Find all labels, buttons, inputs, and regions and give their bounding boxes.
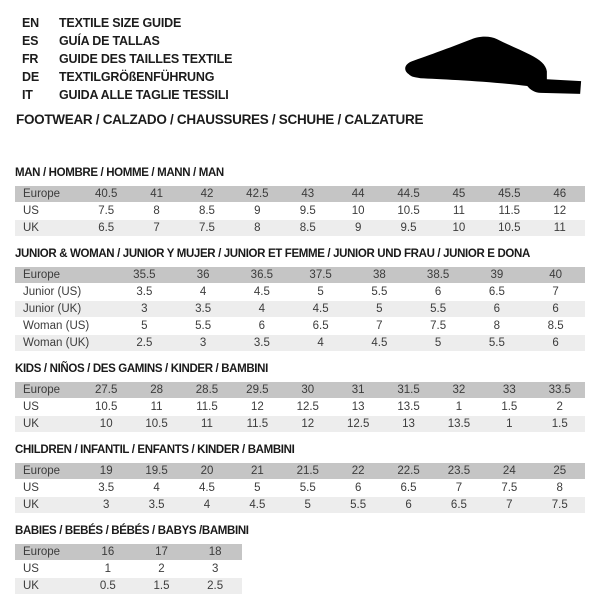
size-table-section [15,166,600,237]
size-cell: 5.5 [468,335,527,352]
dress-shoe-icon [401,34,587,97]
language-label: GUIDE DES TAILLES TEXTILE [59,52,233,66]
size-cell: 4 [291,335,350,352]
size-cell: 2 [535,399,585,416]
size-cell: 31.5 [383,382,433,399]
row-label: US [15,480,81,497]
size-cell: 45.5 [484,186,534,203]
size-cell: 28 [131,382,181,399]
table-row [15,301,585,318]
row-label: US [15,561,81,578]
table-title: JUNIOR & WOMAN / JUNIOR Y MUJER / JUNIOR ET FEMME / JUNIOR UND FRAU / JUNIOR E DONA [15,248,530,260]
size-cell: 3 [188,561,242,578]
table-row [15,335,585,352]
size-cell: 10 [81,416,131,433]
size-cell: 27.5 [81,382,131,399]
size-cell: 33.5 [535,382,585,399]
size-cell: 4 [131,480,181,497]
size-cell: 10.5 [81,399,131,416]
size-cell: 0.5 [81,578,135,595]
size-cell: 1 [434,399,484,416]
size-cell: 7.5 [409,318,468,335]
size-tables [15,166,600,595]
size-cell: 39 [468,267,527,284]
size-cell: 13.5 [383,399,433,416]
size-cell: 13 [383,416,433,433]
size-cell: 12.5 [283,399,333,416]
size-cell: 5.5 [409,301,468,318]
size-cell: 29.5 [232,382,282,399]
size-cell: 12.5 [333,416,383,433]
language-label: TEXTILGRÖßENFÜHRUNG [59,70,215,84]
size-cell: 8 [468,318,527,335]
size-cell: 8 [535,480,585,497]
size-cell: 6.5 [383,480,433,497]
table-row [15,203,585,220]
size-cell: 6 [233,318,292,335]
table-row [15,318,585,335]
row-label: UK [15,578,81,595]
size-cell: 8.5 [283,220,333,237]
size-cell: 11.5 [232,416,282,433]
size-cell: 5.5 [174,318,233,335]
row-label: Woman (US) [15,318,115,335]
table-title: BABIES / BEBÉS / BÉBÉS / BABYS /BAMBINI [15,525,249,537]
table-header-row [15,382,585,399]
size-cell: 6 [409,284,468,301]
size-cell: 5.5 [333,497,383,514]
size-cell: 41 [131,186,181,203]
size-cell: 17 [135,544,189,561]
size-cell: 24 [484,463,534,480]
row-label: Europe [15,544,81,561]
size-cell: 22 [333,463,383,480]
size-cell: 2.5 [115,335,174,352]
table-row [15,497,585,514]
size-cell: 11.5 [484,203,534,220]
size-cell: 4.5 [182,480,232,497]
table-header-row [15,544,242,561]
size-cell: 3.5 [81,480,131,497]
size-cell: 46 [535,186,585,203]
table-header-row [15,186,585,203]
size-cell: 3 [174,335,233,352]
size-cell: 6 [333,480,383,497]
size-cell: 36 [174,267,233,284]
size-cell: 38.5 [409,267,468,284]
language-label: TEXTILE SIZE GUIDE [59,16,182,30]
size-cell: 9 [232,203,282,220]
row-label: Europe [15,463,81,480]
size-cell: 30 [283,382,333,399]
size-cell: 1.5 [135,578,189,595]
size-cell: 2.5 [188,578,242,595]
size-cell: 9 [333,220,383,237]
size-cell: 4 [182,497,232,514]
size-cell: 3 [81,497,131,514]
size-cell: 19.5 [131,463,181,480]
size-cell: 8.5 [182,203,232,220]
row-label: Europe [15,186,81,203]
size-cell: 4.5 [233,284,292,301]
table-header-row [15,463,585,480]
row-label: UK [15,416,81,433]
table-title: MAN / HOMBRE / HOMME / MANN / MAN [15,167,224,179]
size-cell: 12 [232,399,282,416]
table-row [15,416,585,433]
size-cell: 4.5 [291,301,350,318]
size-cell: 21 [232,463,282,480]
size-cell: 4.5 [232,497,282,514]
size-cell: 42.5 [232,186,282,203]
row-label: Europe [15,267,115,284]
size-cell: 5 [232,480,282,497]
size-cell: 6 [526,335,585,352]
language-code: FR [22,52,39,66]
size-cell: 5 [350,301,409,318]
size-cell: 25 [535,463,585,480]
category-heading: FOOTWEAR / CALZADO / CHAUSSURES / SCHUHE / CALZATURE [16,112,424,127]
size-cell: 11 [535,220,585,237]
size-cell: 7 [526,284,585,301]
size-cell: 11 [434,203,484,220]
size-cell: 1.5 [484,399,534,416]
language-code: EN [22,16,39,30]
size-cell: 7 [350,318,409,335]
size-cell: 8 [131,203,181,220]
size-cell: 7 [131,220,181,237]
size-cell: 7.5 [535,497,585,514]
size-cell: 28.5 [182,382,232,399]
size-cell: 5 [283,497,333,514]
language-code: IT [22,88,33,102]
size-cell: 13 [333,399,383,416]
size-cell: 40.5 [81,186,131,203]
size-table [15,186,585,237]
size-cell: 32 [434,382,484,399]
size-cell: 35.5 [115,267,174,284]
size-cell: 2 [135,561,189,578]
size-cell: 5 [291,284,350,301]
size-cell: 6.5 [434,497,484,514]
size-cell: 4 [174,284,233,301]
size-cell: 5 [409,335,468,352]
row-label: Woman (UK) [15,335,115,352]
size-cell: 11 [182,416,232,433]
table-title: KIDS / NIÑOS / DES GAMINS / KINDER / BAMBINI [15,363,268,375]
size-cell: 22.5 [383,463,433,480]
size-cell: 1 [81,561,135,578]
size-cell: 8.5 [526,318,585,335]
size-table [15,267,585,352]
row-label: UK [15,497,81,514]
size-cell: 9.5 [383,220,433,237]
size-cell: 44 [333,186,383,203]
size-cell: 10.5 [131,416,181,433]
size-cell: 7 [434,480,484,497]
size-cell: 40 [526,267,585,284]
size-table [15,382,585,433]
size-cell: 7.5 [484,480,534,497]
size-cell: 20 [182,463,232,480]
size-cell: 37.5 [291,267,350,284]
size-cell: 13.5 [434,416,484,433]
size-cell: 3 [115,301,174,318]
size-cell: 12 [535,203,585,220]
row-label: US [15,203,81,220]
size-cell: 4 [233,301,292,318]
size-cell: 7.5 [182,220,232,237]
size-cell: 21.5 [283,463,333,480]
language-label: GUIDA ALLE TAGLIE TESSILI [59,88,229,102]
size-table-section [15,524,600,595]
size-cell: 3.5 [115,284,174,301]
table-row [15,399,585,416]
size-cell: 12 [283,416,333,433]
size-cell: 3.5 [174,301,233,318]
size-cell: 6.5 [291,318,350,335]
size-cell: 5.5 [283,480,333,497]
size-cell: 10 [333,203,383,220]
language-label: GUÍA DE TALLAS [59,34,160,48]
size-cell: 9.5 [283,203,333,220]
size-cell: 4.5 [350,335,409,352]
size-table-section [15,443,600,514]
size-cell: 6 [526,301,585,318]
size-cell: 6 [383,497,433,514]
size-cell: 5 [115,318,174,335]
table-row [15,480,585,497]
row-label: Junior (US) [15,284,115,301]
size-cell: 8 [232,220,282,237]
size-cell: 11 [131,399,181,416]
table-header-row [15,267,585,284]
size-cell: 16 [81,544,135,561]
size-cell: 33 [484,382,534,399]
row-label: US [15,399,81,416]
language-code: ES [22,34,39,48]
size-cell: 10.5 [383,203,433,220]
size-cell: 42 [182,186,232,203]
size-table [15,463,585,514]
table-row [15,578,242,595]
size-table-section [15,362,600,433]
size-cell: 3.5 [131,497,181,514]
size-cell: 10.5 [484,220,534,237]
size-cell: 11.5 [182,399,232,416]
table-row [15,220,585,237]
table-title: CHILDREN / INFANTIL / ENFANTS / KINDER / BAMBINI [15,444,295,456]
size-cell: 10 [434,220,484,237]
size-cell: 7.5 [81,203,131,220]
size-cell: 19 [81,463,131,480]
row-label: UK [15,220,81,237]
size-table [15,544,242,595]
size-cell: 23.5 [434,463,484,480]
size-cell: 3.5 [233,335,292,352]
size-cell: 1 [484,416,534,433]
size-table-section [15,247,600,352]
row-label: Junior (UK) [15,301,115,318]
row-label: Europe [15,382,81,399]
size-cell: 43 [283,186,333,203]
size-cell: 7 [484,497,534,514]
size-cell: 18 [188,544,242,561]
size-cell: 1.5 [535,416,585,433]
size-cell: 36.5 [233,267,292,284]
table-row [15,561,242,578]
size-cell: 6.5 [81,220,131,237]
size-cell: 45 [434,186,484,203]
table-row [15,284,585,301]
language-code: DE [22,70,39,84]
size-cell: 38 [350,267,409,284]
size-cell: 6 [468,301,527,318]
size-cell: 31 [333,382,383,399]
size-cell: 44.5 [383,186,433,203]
size-cell: 5.5 [350,284,409,301]
size-cell: 6.5 [468,284,527,301]
language-row [22,14,600,32]
